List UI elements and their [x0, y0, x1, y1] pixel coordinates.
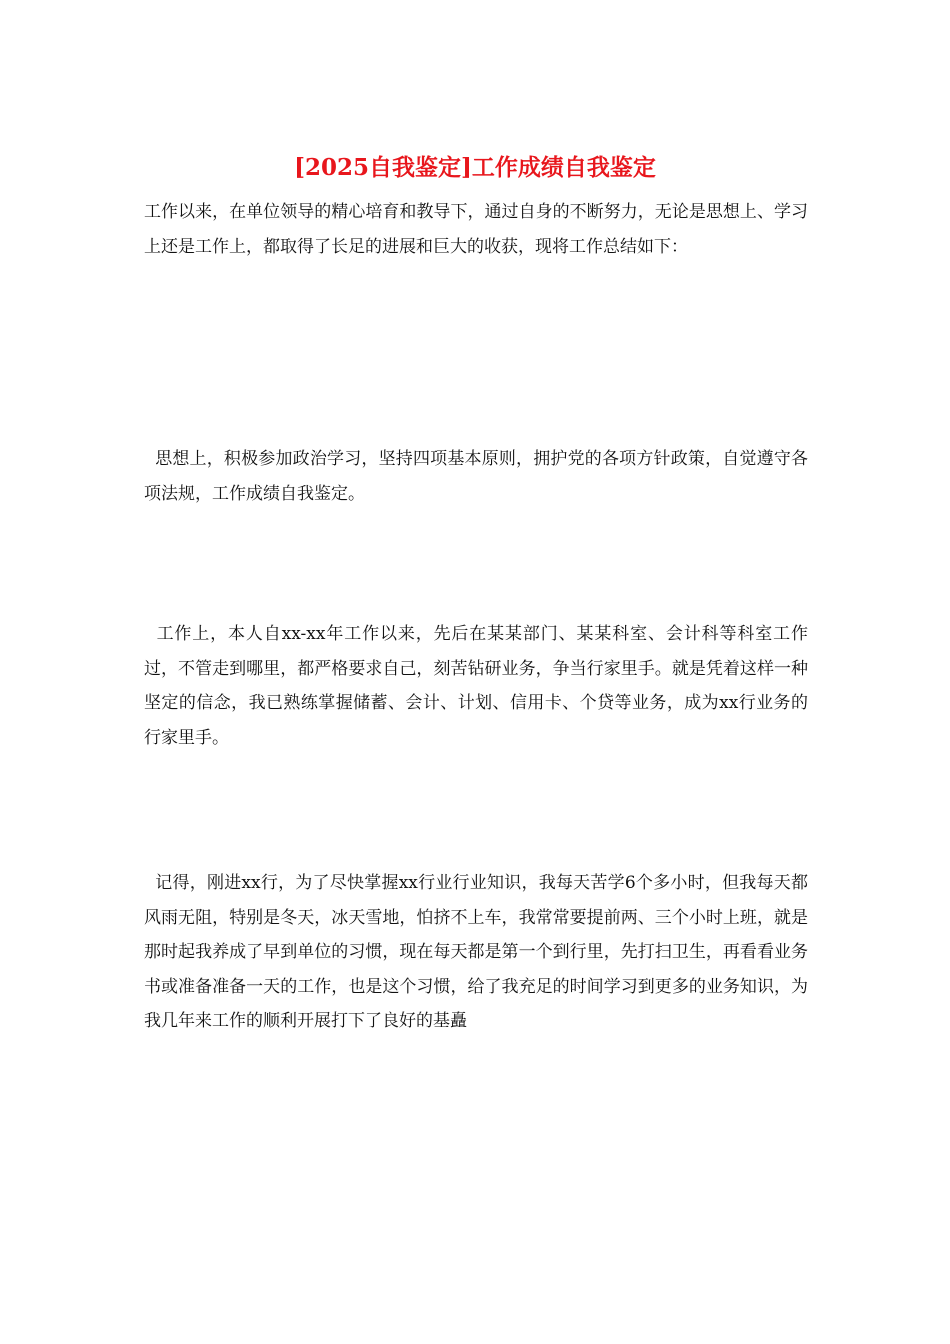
paragraph-work: 工作上，本人自xx-xx年工作以来，先后在某某部门、某某科室、会计科等科室工作过，不管走到哪里，都严格要求自己，刻苦钻研业务，争当行家里手。就是凭着这样一种坚定的信念，我已熟练掌握储蓄、会计、计划、信用卡、个贷等业务，成为xx行业务的行家里手。 — [144, 624, 809, 748]
document-title: [2025自我鉴定]工作成绩自我鉴定 — [294, 154, 656, 181]
paragraph-ideology: 思想上，积极参加政治学习，坚持四项基本原则，拥护党的各项方针政策，自觉遵守各项法规，工作成绩自我鉴定。 — [144, 449, 809, 504]
paragraph-memory: 记得，刚进xx行，为了尽快掌握xx行业行业知识，我每天苦学6个多小时，但我每天都风雨无阻，特别是冬天，冰天雪地，怕挤不上车，我常常要提前两、三个小时上班，就是那时起我养成了早到单位的习惯，现在每天都是第一个到行里，先打扫卫生，再看看业务书或准备准备一天的工作，也是这个习惯，给了我充足的时间学习到更多的业务知识，为我几年来工作的顺利开展打下了良好的基矗 — [144, 873, 808, 1031]
paragraph-intro: 工作以来，在单位领导的精心培育和教导下，通过自身的不断努力，无论是思想上、学习上还是工作上，都取得了长足的进展和巨大的收获，现将工作总结如下： — [144, 202, 808, 257]
